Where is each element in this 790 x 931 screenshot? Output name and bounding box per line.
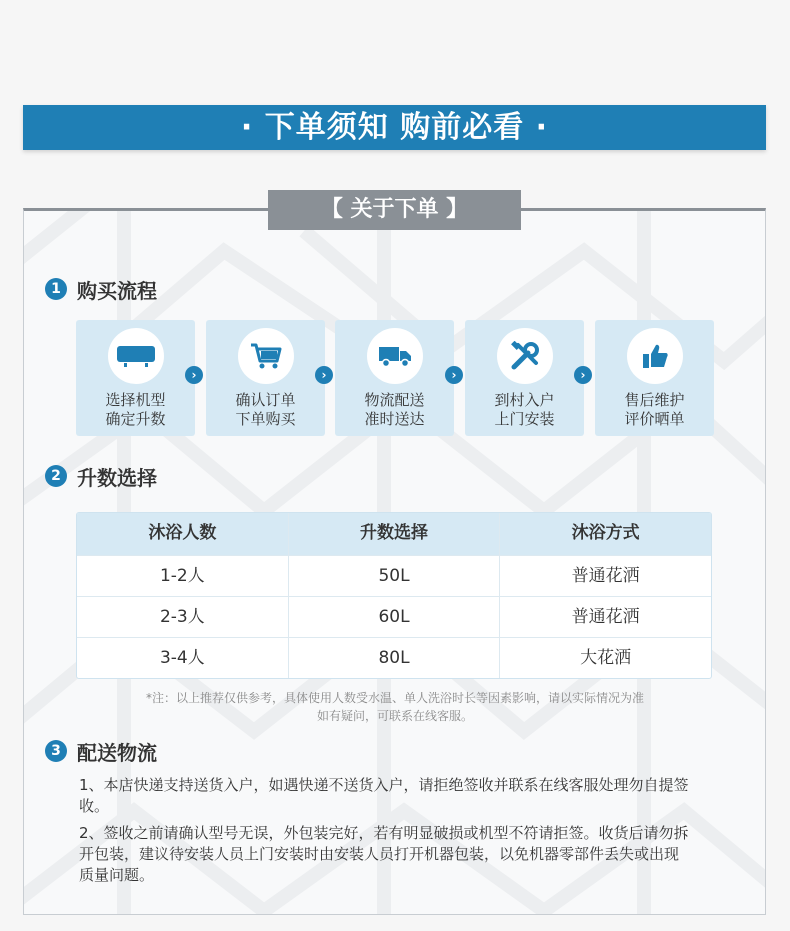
water-heater-icon xyxy=(116,344,156,368)
arrow-right-icon: › xyxy=(445,366,463,384)
arrow-right-icon: › xyxy=(315,366,333,384)
tools-icon xyxy=(510,341,540,371)
section-capacity-choice xyxy=(45,463,157,489)
step-label: 准时送达 xyxy=(364,410,425,428)
section-number: 3 xyxy=(45,740,67,762)
step-label: 上门安装 xyxy=(494,410,555,428)
step-confirm-order xyxy=(206,320,325,436)
step-logistics xyxy=(335,320,454,436)
truck-icon xyxy=(378,344,412,368)
delivery-paragraph-2: 2、签收之前请确认型号无误，外包装完好，若有明显破损或机型不符请拒签。收货后请勿拆开包装，建议待安装人员上门安装时由安装人员打开机器包装，以免机器零部件丢失或出现质量问题。 xyxy=(79,824,689,884)
note-line: 如有疑问，可联系在线客服。 xyxy=(316,709,473,723)
page-banner: · 下单须知 购前必看 · xyxy=(23,105,766,150)
step-after-sales xyxy=(595,320,714,436)
arrow-right-icon: › xyxy=(574,366,592,384)
table-row xyxy=(77,637,711,678)
table-cell: 60L xyxy=(288,597,500,637)
column-header: 升数选择 xyxy=(288,513,500,555)
step-label: 到村入户 xyxy=(494,391,555,409)
step-label: 确认订单 xyxy=(235,391,296,409)
table-cell: 2-3人 xyxy=(159,607,205,627)
table-cell: 普通花洒 xyxy=(499,556,711,596)
column-header: 沐浴方式 xyxy=(499,513,711,555)
column-header: 沐浴人数 xyxy=(148,523,217,543)
step-label: 评价晒单 xyxy=(624,410,685,428)
section-title: 升数选择 xyxy=(77,465,157,490)
step-label: 售后维护 xyxy=(624,391,685,409)
capacity-table xyxy=(76,512,712,679)
step-choose-model xyxy=(76,320,195,436)
step-label: 确定升数 xyxy=(105,410,166,428)
delivery-paragraph-1: 1、本店快递支持送货入户，如遇快递不送货入户，请拒绝签收并联系在线客服处理勿自提签收。 xyxy=(79,776,689,815)
table-cell: 普通花洒 xyxy=(499,597,711,637)
cart-icon xyxy=(249,341,283,371)
table-cell: 50L xyxy=(288,556,500,596)
table-cell: 80L xyxy=(288,638,500,678)
step-installation xyxy=(465,320,584,436)
recommendation-note xyxy=(100,689,690,725)
arrow-right-icon: › xyxy=(185,366,203,384)
section-delivery xyxy=(45,738,157,764)
step-label: 下单购买 xyxy=(235,410,296,428)
about-order-tab: 【 关于下单 】 xyxy=(268,190,521,230)
step-label: 物流配送 xyxy=(364,391,425,409)
section-number: 1 xyxy=(45,278,67,300)
table-header-row xyxy=(77,513,711,555)
table-cell: 3-4人 xyxy=(159,648,205,668)
step-label: 选择机型 xyxy=(105,391,166,409)
table-cell: 大花洒 xyxy=(499,638,711,678)
section-purchase-flow xyxy=(45,276,157,302)
table-cell: 1-2人 xyxy=(159,566,205,586)
table-row xyxy=(77,596,711,637)
section-number: 2 xyxy=(45,465,67,487)
section-title: 购买流程 xyxy=(77,278,157,303)
section-title: 配送物流 xyxy=(77,740,157,765)
table-row xyxy=(77,555,711,596)
note-line: *注：以上推荐仅供参考，具体使用人数受水温、单人洗浴时长等因素影响，请以实际情况为准 xyxy=(145,691,644,705)
thumbs-up-icon xyxy=(641,342,669,370)
